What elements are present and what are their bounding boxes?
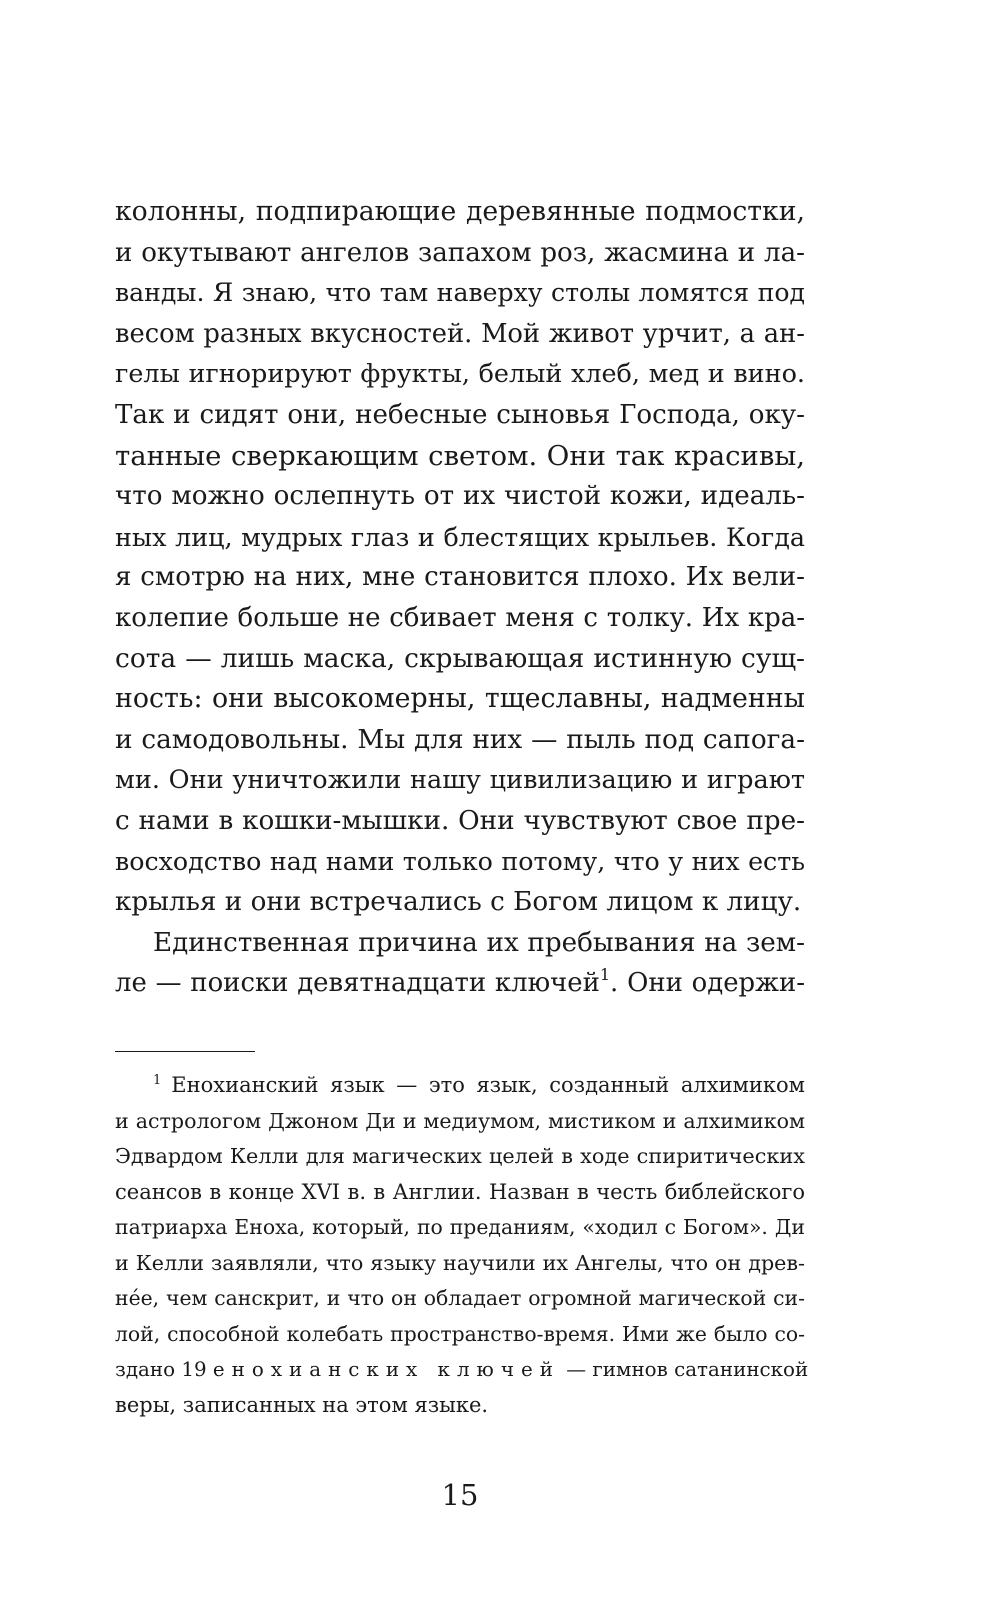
text-line — [115, 963, 805, 1004]
text-line: весом разных вкусностей. Мой живот урчит, а ан- — [115, 318, 805, 349]
footnote-line: патриарха Еноха, который, по преданиям, «ходил с Богом». Ди — [115, 1215, 805, 1239]
text-line: восходство над нами только потому, что у них есть — [115, 846, 805, 876]
text-line: ми. Они уничтожили нашу цивилизацию и играют — [115, 765, 805, 796]
text-fragment: . Они одержи- — [610, 968, 805, 999]
footnote-line — [115, 1352, 809, 1388]
text-fragment: Енохианский язык — это язык, созданный алхимиком — [171, 1073, 805, 1097]
footnote-line: и астрологом Джоном Ди и медиумом, мистиком и алхимиком — [115, 1108, 805, 1133]
text-line: и самодовольны. Мы для них — пыль под сапога- — [115, 724, 805, 755]
text-line: ванды. Я знаю, что там наверху столы ломятся под — [115, 278, 805, 308]
text-fragment: — гимнов сатанинской — [566, 1358, 809, 1381]
footnote-line: сеансов в конце XVI в. в Англии. Назван в честь библейского — [115, 1179, 805, 1204]
footnote-line: Эдвардом Келли для магических целей в ходе спиритических — [115, 1144, 805, 1168]
text-line: гелы игнорируют фрукты, белый хлеб, мед и вино. — [115, 359, 805, 390]
main-text — [115, 192, 805, 1004]
text-line: я смотрю на них, мне становится плохо. Их вели- — [115, 562, 805, 593]
text-line: Единственная причина их пребывания на зем- — [153, 927, 805, 958]
footnote — [115, 1068, 809, 1423]
text-line: и окутывают ангелов запахом роз, жасмина и ла- — [115, 237, 805, 268]
footnote-line: нée, чем санскрит, и что он обладает огромной магической си- — [115, 1286, 805, 1310]
footnote-line — [115, 1068, 805, 1104]
footnote-line: веры, записанных на этом языке. — [115, 1392, 489, 1417]
footnote-line: и Келли заявляли, что языку научили их Ангелы, что он древ- — [115, 1250, 805, 1275]
text-line: Так и сидят они, небесные сыновья Господа, оку- — [115, 399, 805, 430]
footnote-line: лой, способной колебать пространство-время. Ими же было со- — [115, 1321, 805, 1346]
text-line: с нами в кошки-мышки. Они чувствуют свое пре- — [115, 805, 805, 836]
text-line: ность: они высокомерны, тщеславны, надменны — [115, 683, 805, 715]
text-line: крылья и они встречались с Богом лицом к лицу. — [115, 887, 802, 918]
text-line: ных лиц, мудрых глаз и блестящих крыльев. Когда — [115, 521, 805, 552]
text-fragment: здано 19 — [115, 1358, 207, 1381]
spaced-emphasis: енохианских ключей — [212, 1358, 560, 1381]
footnote-marker: 1 — [153, 1073, 162, 1088]
text-line: танные сверкающим светом. Они так красивы, — [115, 439, 805, 472]
text-line: сота — лишь маска, скрывающая истинную сущ- — [115, 642, 805, 674]
footnote-reference[interactable]: 1 — [599, 965, 611, 985]
text-line: колонны, подпирающие деревянные подмостки, — [115, 196, 805, 227]
text-line: колепие больше не сбивает меня с толку. Их кра- — [115, 602, 805, 633]
footnote-separator — [115, 1051, 255, 1052]
page-number: 15 — [441, 1478, 479, 1512]
text-fragment: ле — поиски девятнадцати ключей — [115, 968, 600, 999]
text-line: что можно ослепнуть от их чистой кожи, идеаль- — [115, 481, 805, 512]
